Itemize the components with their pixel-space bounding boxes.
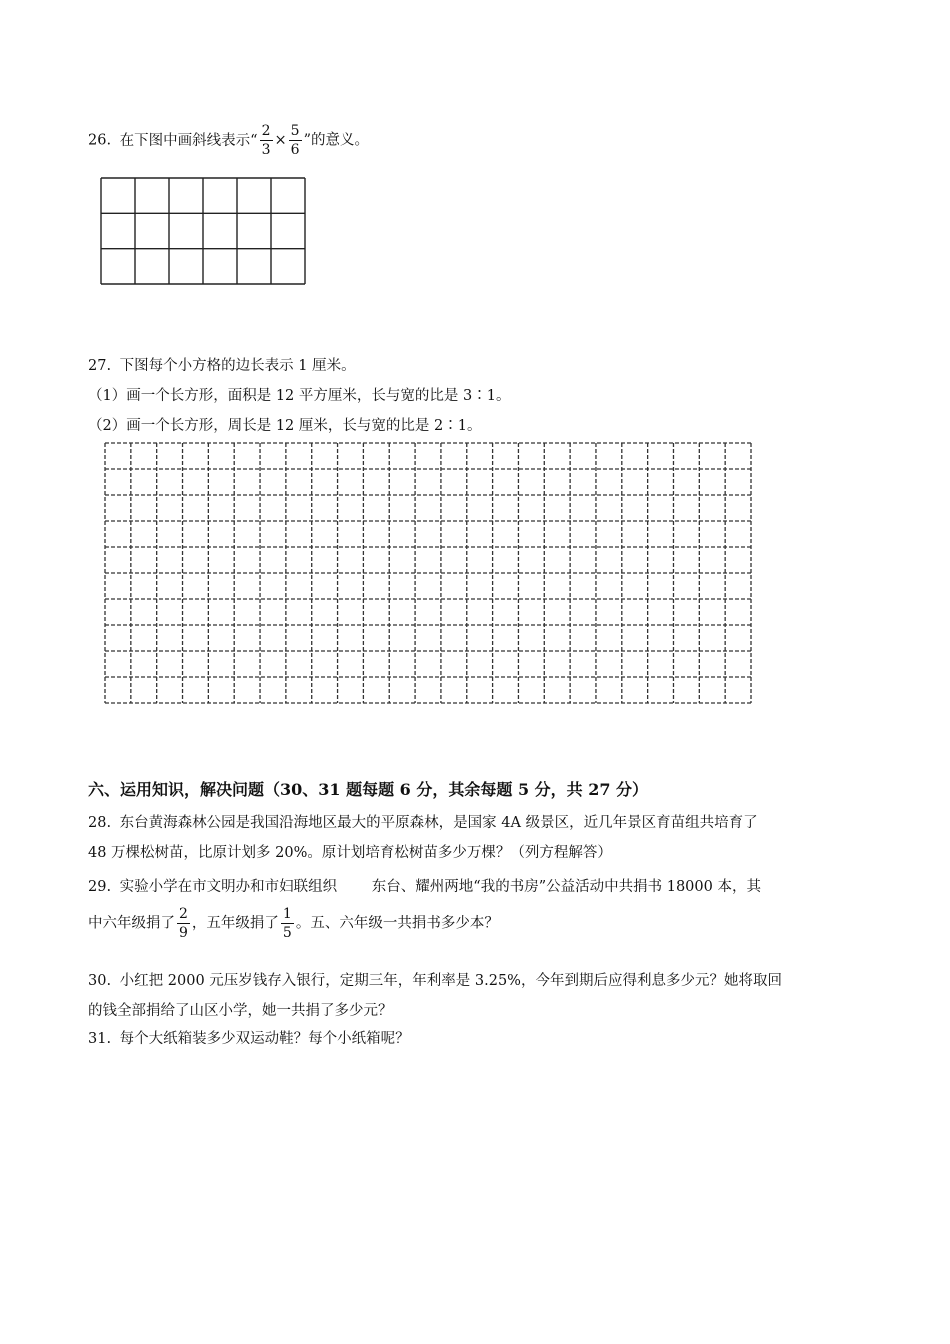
q26-text-after: ”的意义。 [303, 132, 370, 149]
q31-line [88, 1027, 410, 1048]
q26-line [88, 124, 369, 157]
q26-frac1-den: 3 [261, 142, 271, 158]
q28-text-line2: 48 万棵松树苗，比原计划多 20%。原计划培育松树苗多少万棵？（列方程解答） [88, 845, 612, 861]
q26-frac2-den: 6 [290, 142, 300, 158]
q28-number: 28. [88, 815, 112, 831]
q29-line1 [88, 875, 761, 896]
q27-part1: （1）画一个长方形，面积是 12 平方厘米，长与宽的比是 3∶1。 [88, 388, 511, 404]
q30-number: 30. [88, 973, 112, 989]
q27-line [88, 354, 356, 375]
q29-frac1-num: 2 [179, 906, 188, 922]
q26-grid[interactable] [100, 177, 306, 285]
q27-number: 27. [88, 358, 112, 374]
q27-dashed-grid[interactable] [104, 442, 752, 704]
q27-text: 下图每个小方格的边长表示 1 厘米。 [119, 358, 356, 374]
q31-text: 每个大纸箱装多少双运动鞋？每个小纸箱呢？ [119, 1031, 410, 1047]
section-6-heading: 六、运用知识，解决问题（30、31 题每题 6 分，其余每题 5 分，共 27 分） [88, 780, 649, 799]
q29-line2 [88, 907, 499, 940]
q26-times-sign: × [274, 132, 287, 149]
q29-fraction-1 [177, 907, 190, 940]
q29-text-line1a: 实验小学在市文明办和市妇联组织 [119, 879, 338, 895]
q28-text-line1: 东台黄海森林公园是我国沿海地区最大的平原森林，是国家 4A 级景区，近几年景区育苗组共培育了 [119, 815, 758, 831]
q29-frac1-den: 9 [179, 925, 188, 941]
q26-fraction-2 [289, 124, 302, 157]
q26-text-before: 在下图中画斜线表示“ [119, 132, 258, 149]
q29-number: 29. [88, 879, 112, 895]
q30-text-line2: 的钱全部捐给了山区小学，她一共捐了多少元？ [88, 1003, 393, 1019]
q30-text-line1: 小红把 2000 元压岁钱存入银行，定期三年，年利率是 3.25%，今年到期后应得利息多少元？她将取回 [119, 973, 782, 989]
q29-text-line2b: ，五年级捐了 [191, 915, 279, 932]
q29-fraction-2 [281, 907, 294, 940]
q26-number: 26. [88, 132, 112, 149]
q29-frac2-num: 1 [282, 906, 292, 922]
q29-text-line2a: 中六年级捐了 [88, 915, 175, 932]
q26-frac2-num: 5 [290, 123, 300, 139]
q26-frac1-num: 2 [261, 123, 271, 139]
q30-line1 [88, 969, 782, 990]
q29-text-line1b: 东台、耀州两地“我的书房”公益活动中共捐书 18000 本，其 [371, 879, 761, 895]
q26-fraction-1 [260, 124, 273, 157]
q29-text-line2c: 。五、六年级一共捐书多少本？ [295, 915, 499, 932]
q31-number: 31. [88, 1031, 112, 1047]
q28-line1 [88, 811, 758, 832]
q29-frac2-den: 5 [282, 925, 292, 941]
q27-part2: （2）画一个长方形，周长是 12 厘米，长与宽的比是 2∶1。 [88, 418, 482, 434]
